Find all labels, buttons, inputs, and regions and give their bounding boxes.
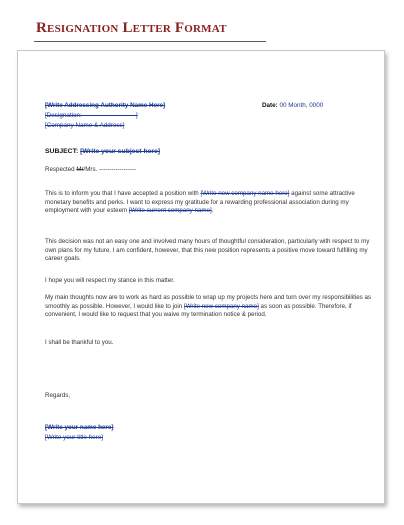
paragraph-5: I shall be thankful to you.	[45, 339, 114, 346]
subject-line	[45, 148, 160, 155]
salutation-struck: Mr	[76, 166, 84, 173]
salutation-suffix: /Mrs. ------------------	[83, 166, 137, 173]
para4-new-company: [Write new company name]	[183, 302, 259, 310]
paragraph-3: I hope you will respect my stance in this matter.	[45, 277, 175, 284]
title-underline	[34, 41, 266, 42]
addressee-name: [Write Addressing Authority Name Here]	[45, 102, 166, 109]
signoff-title: [Write your title here]	[45, 434, 103, 441]
para1-text-a: This is to inform you that I have accepted a position with	[45, 190, 201, 197]
paragraph-1	[45, 190, 375, 216]
paragraph-4	[45, 294, 375, 320]
para4-text-c: as soon as possible. Therefore, if convenient, I would like to request that you waive my termination notice & period.	[45, 302, 352, 319]
paragraph-2: This decision was not an easy one and involved many hours of thoughtful consideration, particularly with respect to my own plans for my future. I am confident, however, that this new position represents a positive move toward fulfilling my career goals.	[45, 238, 370, 263]
document-title: Resignation Letter Format	[36, 20, 227, 36]
subject-value: [Write your subject here]	[80, 148, 161, 155]
signoff-name: [Write your name here]	[45, 424, 114, 431]
addressee-designation: [Designation: -------------------------]	[45, 112, 138, 119]
date-value: 00 Month, 0000	[279, 102, 324, 109]
salutation-prefix: Respected	[45, 166, 77, 173]
para1-new-company: [Write new company name here]	[200, 190, 290, 197]
date-label: Date:	[262, 102, 278, 109]
salutation	[45, 166, 136, 173]
addressee-company: [Company Name & Address]	[45, 122, 125, 129]
para1-text-c: against some attractive monetary benefits and perks. I want to express my gratitude for a rewarding professional association during my employment with your esteem	[45, 190, 355, 215]
para1-current-company: [Write current company name]	[128, 207, 212, 215]
para1-text-e: .	[211, 207, 214, 215]
subject-label: SUBJECT:	[45, 148, 79, 155]
letter-date	[262, 102, 323, 109]
regards: Regards,	[45, 392, 71, 399]
para4-text-a: My main thoughts now are to work as hard as possible to wrap up my projects here and turn over my responsibilities as smoothly as possible. However, I would like to join	[45, 294, 372, 310]
